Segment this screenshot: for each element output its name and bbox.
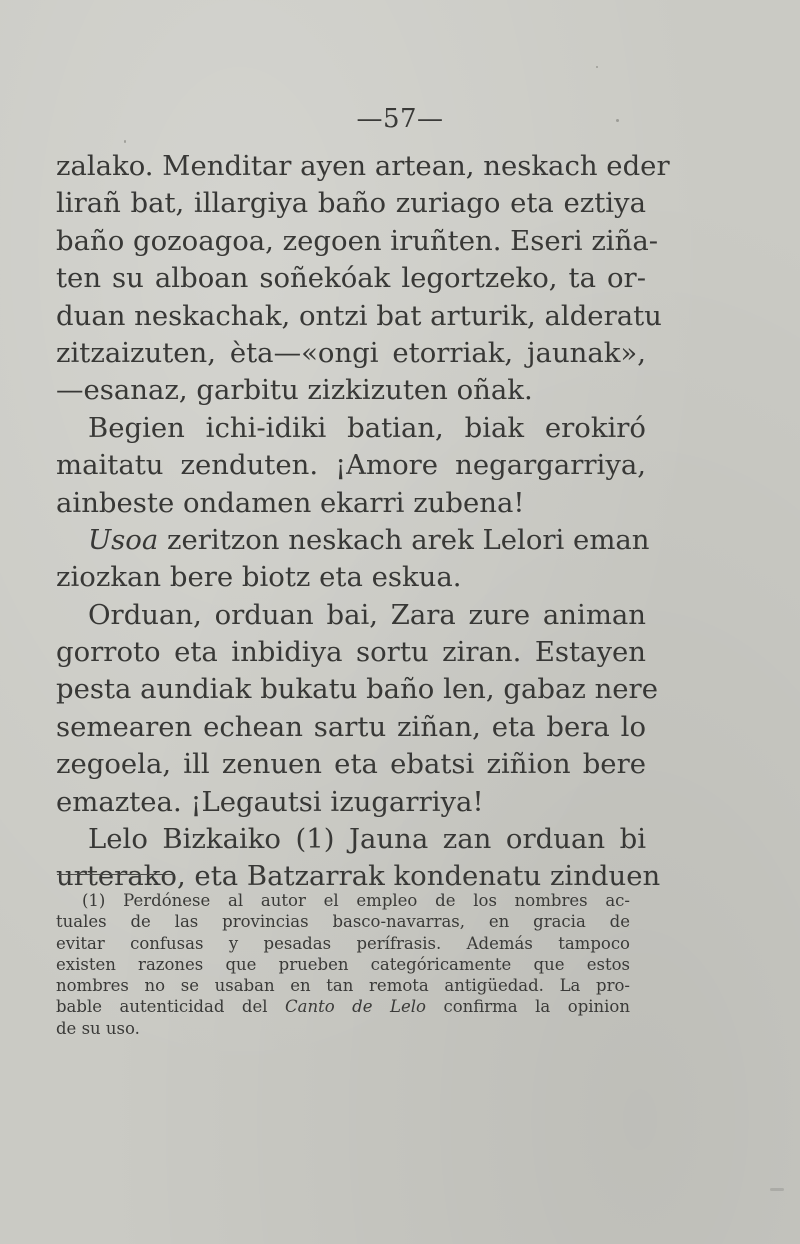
text-line: maitatu zenduten. ¡Amore negargarriya, <box>56 449 646 482</box>
text-line: Orduan, orduan bai, Zara zure animan <box>88 598 646 631</box>
paper-speck <box>124 140 126 143</box>
paper-speck <box>770 1188 784 1191</box>
text-line: —esanaz, garbitu zizkizuten oñak. <box>56 374 533 407</box>
footnote-line: tuales de las provincias basco-navarras, en gracia de <box>56 912 630 932</box>
text-line: gorroto eta inbidiya sortu ziran. Estayen <box>56 636 646 669</box>
text-line: emaztea. ¡Legautsi izugarriya! <box>56 785 484 818</box>
footnote-line-canto <box>56 996 630 1017</box>
paper-speck <box>616 119 619 122</box>
footnote-divider <box>57 874 175 875</box>
text-line-usoa <box>56 522 650 559</box>
paper-speck <box>596 66 598 68</box>
text-line: lirañ bat, illargiya baño zuriago eta eztiya <box>56 187 646 220</box>
footnote <box>56 890 630 1039</box>
text-line: semearen echean sartu ziñan, eta bera lo <box>56 710 646 743</box>
footnote-line: evitar confusas y pesadas perífrasis. Además tampoco <box>56 933 630 953</box>
italic-title-canto-de-lelo: Canto de Lelo <box>285 997 426 1017</box>
text-line: Lelo Bizkaiko (1) Jauna zan orduan bi <box>88 823 646 856</box>
text-line-rest: zeritzon neskach arek Lelori eman <box>167 523 650 556</box>
text-line: duan neskachak, ontzi bat arturik, alderatu <box>56 299 662 332</box>
text-line: pesta aundiak bukatu baño len, gabaz nere <box>56 673 658 706</box>
text-line: zegoela, ill zenuen eta ebatsi ziñion bere <box>56 748 646 781</box>
footnote-line: nombres no se usaban en tan remota antigüedad. La pro- <box>56 976 630 996</box>
text-line: Begien ichi-idiki batian, biak erokiró <box>88 411 646 444</box>
footnote-line: (1) Perdónese al autor el empleo de los nombres ac- <box>82 891 630 910</box>
footnote-line: de su uso. <box>56 1018 140 1038</box>
text-line: zitzaizuten, èta—«ongi etorriak, jaunak», <box>56 336 646 369</box>
page-number: —57— <box>356 104 444 134</box>
text-line: baño gozoagoa, zegoen iruñten. Eseri ziña- <box>56 224 659 257</box>
footnote-line-end: confirma la opinion <box>443 997 630 1017</box>
text-line: ten su alboan soñekóak legortzeko, ta or- <box>56 262 646 295</box>
text-line: ziozkan bere biotz eta eskua. <box>56 561 462 594</box>
text-line: ainbeste ondamen ekarri zubena! <box>56 486 525 519</box>
body-text <box>56 148 670 896</box>
text-line: urterako, eta Batzarrak kondenatu zinduen <box>56 860 661 893</box>
italic-name-usoa: Usoa <box>88 523 159 556</box>
text-line: zalako. Menditar ayen artean, neskach eder <box>56 150 670 182</box>
footnote-line-start: bable autenticidad del <box>56 997 268 1017</box>
footnote-line: existen razones que prueben categóricamente que estos <box>56 954 630 974</box>
